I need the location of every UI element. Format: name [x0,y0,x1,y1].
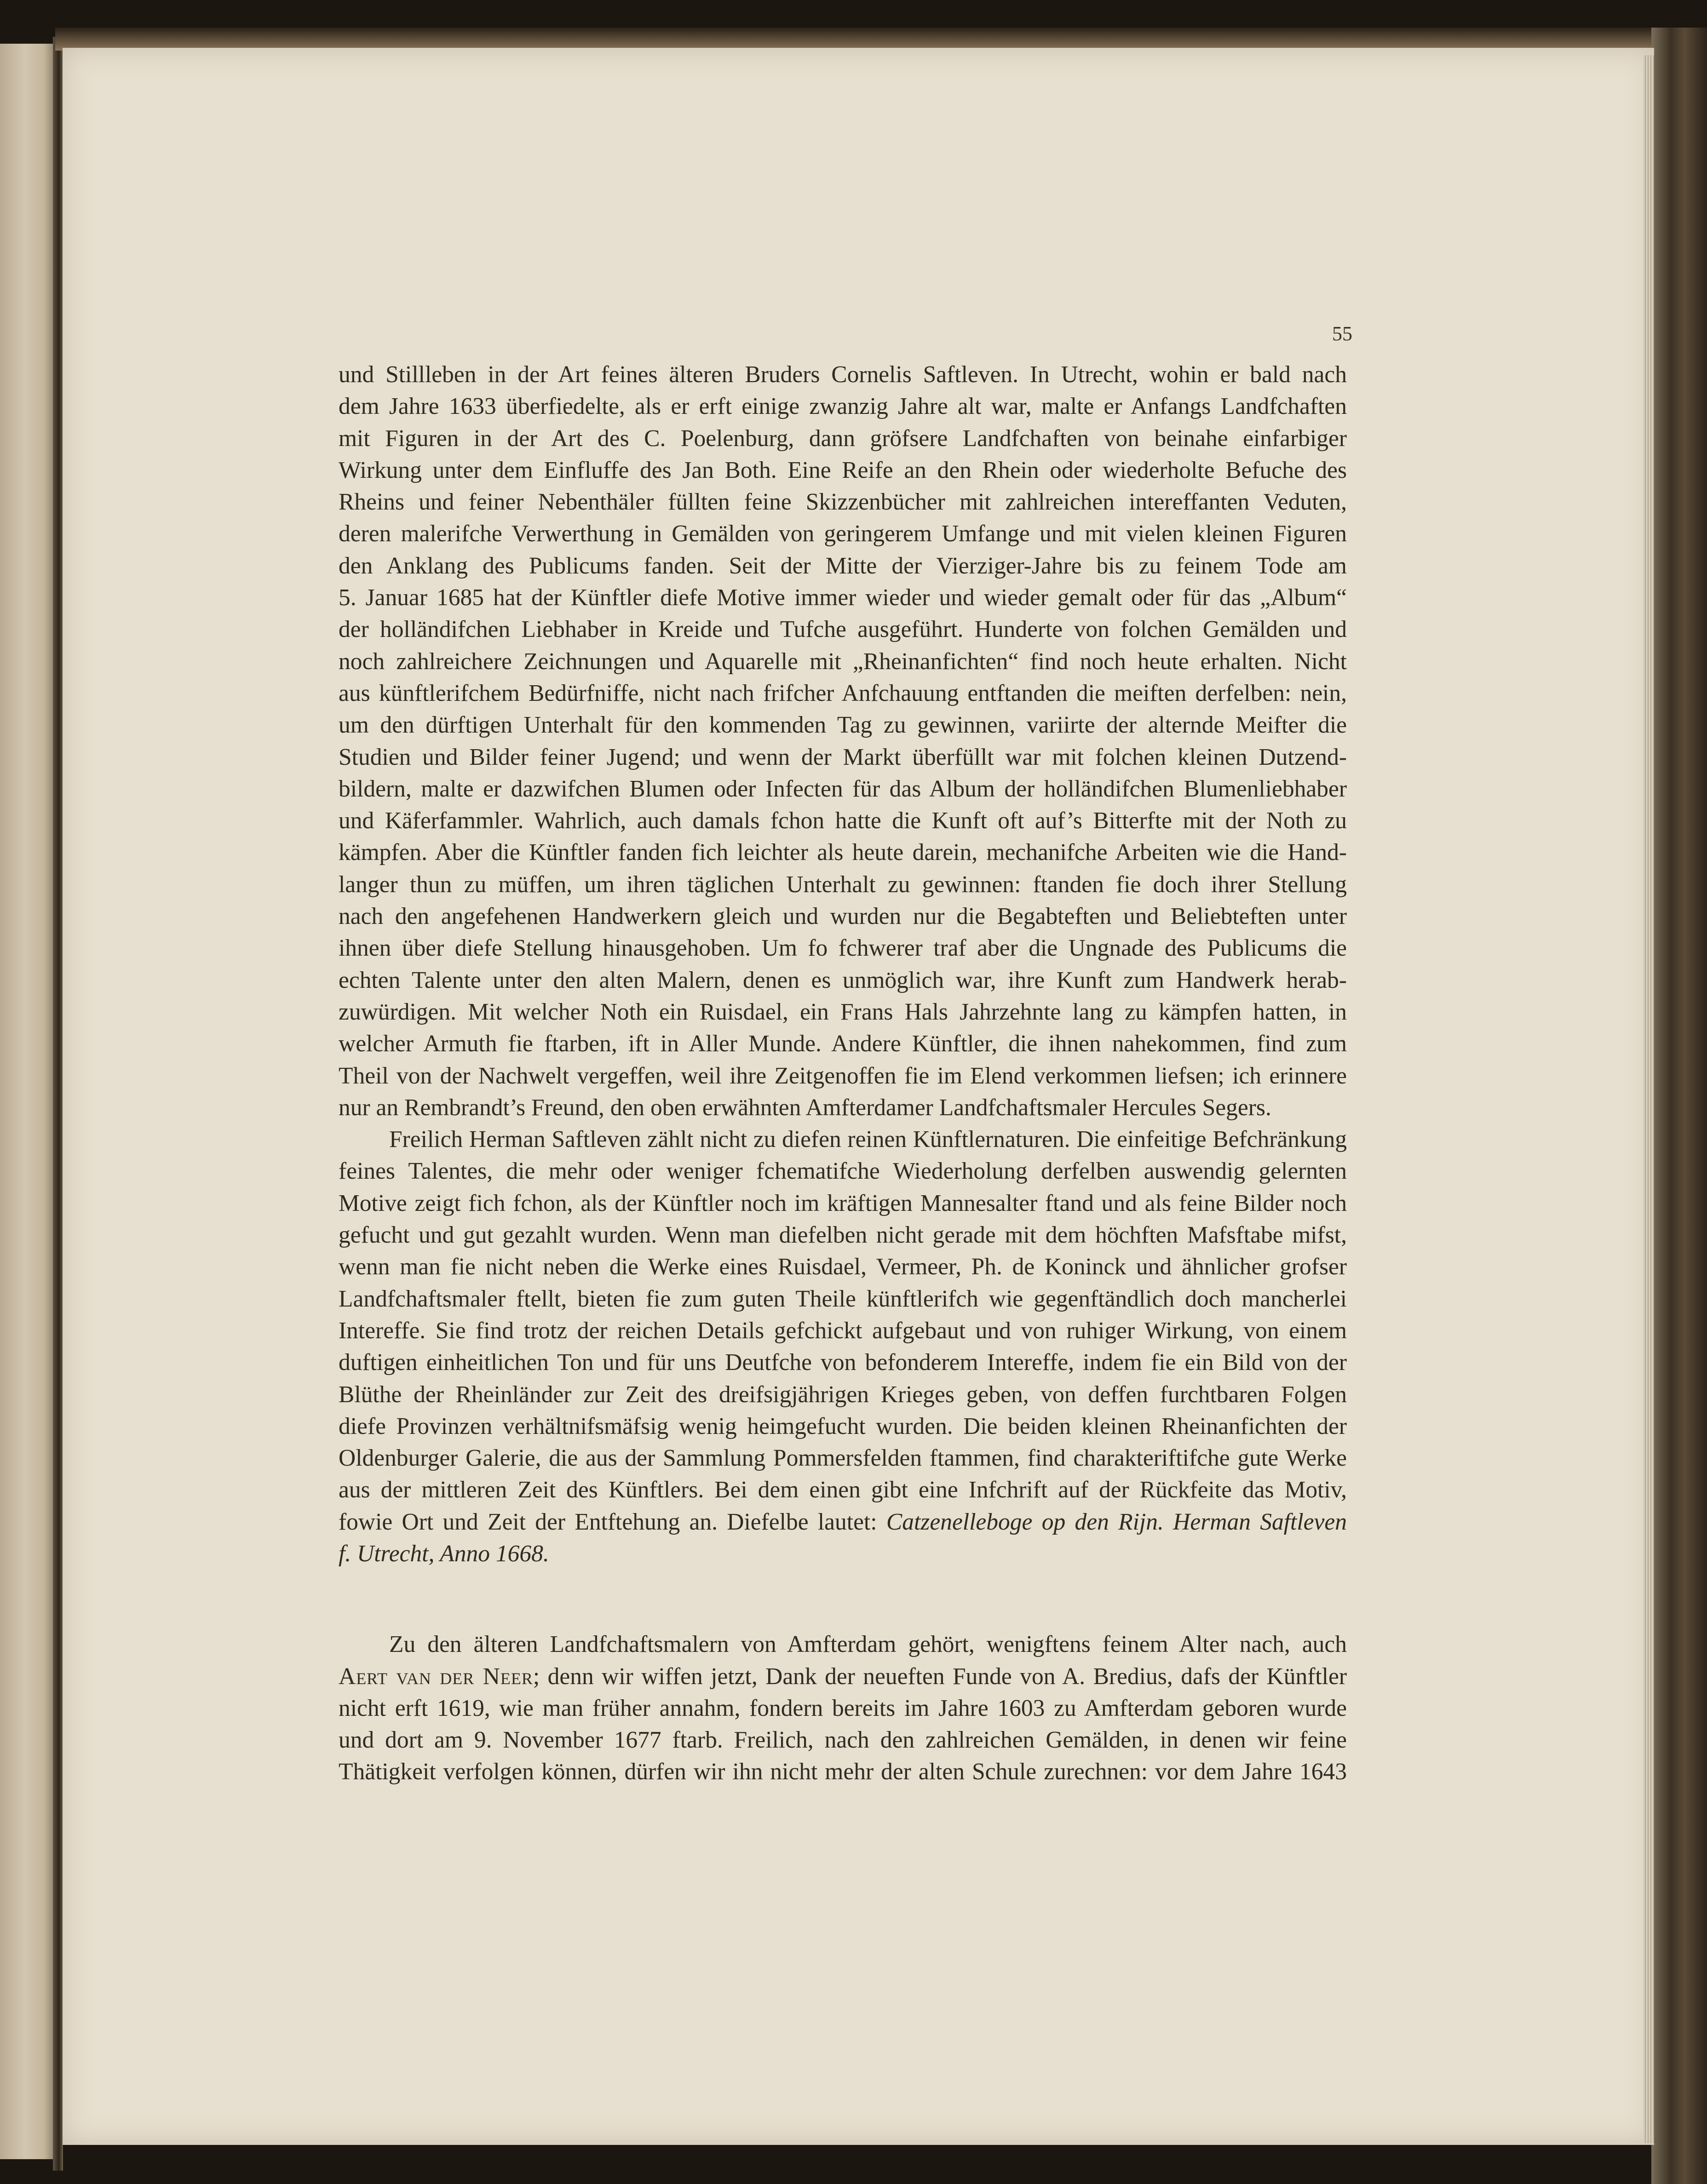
text-line: diefe Provinzen verhältnifsmäfsig wenig heimgefucht wurden. Die beiden kleinen Rheinanfichten der [339,1413,1347,1439]
paragraph-2 [339,1124,1347,1570]
text-line: Studien und Bilder feiner Jugend; und wenn der Markt überfüllt war mit folchen kleinen Dutzend- [339,744,1347,770]
inscription-quote: Catzenelleboge op den Rijn. Herman Saftleven [886,1508,1347,1535]
text-line: aus der mittleren Zeit des Künftlers. Bei dem einen gibt eine Infchrift auf der Rückfeite das Motiv, [339,1477,1347,1503]
paragraph-3 [339,1628,1347,1788]
book-gutter [53,37,63,2171]
text-line: mit Figuren in der Art des C. Poelenburg, dann gröfsere Landfchaften von beinahe einfarbiger [339,425,1347,452]
text-line: wenn man fie nicht neben die Werke eines Ruisdael, Vermeer, Ph. de Koninck und ähnlicher grofser [339,1254,1347,1280]
text-line: Freilich Herman Saftleven zählt nicht zu diefen reinen Künftlernaturen. Die einfeitige Befchränkung [389,1126,1347,1153]
text-line: deren malerifche Verwerthung in Gemälden von geringerem Umfange und mit vielen kleinen Figuren [339,521,1347,547]
text-line: Rheins und feiner Nebenthäler füllten feine Skizzenbücher mit zahlreichen intereffanten Veduten, [339,489,1347,516]
text-line: und Stillleben in der Art feines älteren Bruders Cornelis Saftleven. In Utrecht, wohin er bald nach [339,361,1347,388]
artist-name: Aert van der Neer [339,1663,533,1690]
text-line: nur an Rembrandt’s Freund, den oben erwähnten Amfterdamer Landfchaftsmaler Hercules Segers. [339,1094,1271,1121]
text-line: Landfchaftsmaler ftellt, bieten fie zum guten Theile künftlerifch wie gegenftändlich doch mancherlei [339,1285,1347,1312]
text-run: ; denn wir wiffen jetzt, Dank der neueften Funde von A. Bredius, dafs der Künftler [533,1663,1347,1690]
text-line: Blüthe der Rheinländer zur Zeit des dreifsigjährigen Krieges geben, von deffen furchtbaren Folgen [339,1381,1347,1408]
text-line: Intereffe. Sie find trotz der reichen Details gefchickt aufgebaut und von ruhiger Wirkung, von einem [339,1317,1347,1344]
text-line: und dort am 9. November 1677 ftarb. Freilich, nach den zahlreichen Gemälden, in denen wir feine [339,1727,1347,1754]
paragraph-1 [339,359,1347,1124]
text-line: echten Talente unter den alten Malern, denen es unmöglich war, ihre Kunft zum Handwerk herab- [339,967,1347,993]
text-line: Thätigkeit verfolgen können, dürfen wir ihn nicht mehr der alten Schule zurechnen: vor dem Jahre 1643 [339,1759,1347,1785]
stacked-page-edges [1643,55,1654,2143]
text-line: noch zahlreichere Zeichnungen und Aquarelle mit „Rheinanfichten“ find noch heute erhalten. Nicht [339,648,1347,675]
text-line: duftigen einheitlichen Ton und für uns Deutfche von befonderem Intereffe, indem fie ein Bild von der [339,1349,1347,1376]
text-line: um den dürftigen Unterhalt für den kommenden Tag zu gewinnen, variirte der alternde Meifter die [339,712,1347,739]
text-line: nach den angefehenen Handwerkern gleich und wurden nur die Begabteften und Beliebteften unter [339,903,1347,930]
text-line [339,1538,1347,1570]
text-line: zuwürdigen. Mit welcher Noth ein Ruisdael, ein Frans Hals Jahrzehnte lang zu kämpfen hatten, in [339,998,1347,1025]
page-number: 55 [1332,322,1352,345]
text-line: Theil von der Nachwelt vergeffen, weil ihre Zeitgenoffen fie im Elend verkommen liefsen; ich erinnere [339,1062,1347,1089]
text-line: 5. Januar 1685 hat der Künftler diefe Motive immer wieder und wieder gemalt oder für das „Album“ [339,585,1347,611]
text-line: kämpfen. Aber die Künftler fanden fich leichter als heute darein, mechanifche Arbeiten wie die Hand- [339,839,1347,866]
text-line: langer thun zu müffen, um ihren täglichen Unterhalt zu gewinnen: ftanden fie doch ihrer Stellung [339,871,1347,898]
text-line: nicht erft 1619, wie man früher annahm, fondern bereits im Jahre 1603 zu Amfterdam geboren wurde [339,1695,1347,1721]
text-line: aus künftlerifchem Bedürfniffe, nicht nach frifcher Anfchauung entftanden die meiften derfelben: nein, [339,680,1347,706]
text-line: gefucht und gut gezahlt wurden. Wenn man diefelben nicht gerade mit dem höchften Mafsftabe mifst, [339,1222,1347,1249]
text-run: fowie Ort und Zeit der Entftehung an. Diefelbe lautet: [339,1508,886,1535]
text-line [339,1506,1347,1538]
inscription-quote-end: f. Utrecht, Anno 1668. [339,1540,549,1567]
text-line: bildern, malte er dazwifchen Blumen oder Infecten für das Album der holländifchen Blumenliebhaber [339,775,1347,802]
text-line: und Käferfammler. Wahrlich, auch damals fchon hatte die Kunft oft auf’s Bitterfte mit der Noth zu [339,808,1347,834]
text-line: Zu den älteren Landfchaftsmalern von Amfterdam gehört, wenigftens feinem Alter nach, auch [389,1631,1347,1658]
cover-right-edge [1651,28,1707,2184]
text-line: ihnen über diefe Stellung hinausgehoben. Um fo fchwerer traf aber die Ungnade des Publicums die [339,935,1347,962]
text-line [339,1661,1347,1692]
text-line: den Anklang des Publicums fanden. Seit der Mitte der Vierziger-Jahre bis zu feinem Tode am [339,552,1347,579]
text-line: feines Talentes, die mehr oder weniger fchematifche Wiederholung derfelben auswendig gelernten [339,1158,1347,1185]
cover-top-edge [55,28,1674,51]
paragraph-gap [339,1570,1347,1628]
text-line: Oldenburger Galerie, die aus der Sammlung Pommersfelden ftammen, find charakteriftifche gute Werke [339,1445,1347,1472]
text-line: dem Jahre 1633 überfiedelte, als er erft einige zwanzig Jahre alt war, malte er Anfangs Landfchaften [339,393,1347,420]
body-text [339,359,1347,1788]
text-line: welcher Armuth fie ftarben, ift in Aller Munde. Andere Künftler, die ihnen nahekommen, find zum [339,1031,1347,1057]
text-line: Wirkung unter dem Einfluffe des Jan Both. Eine Reife an den Rhein oder wiederholte Befuche des [339,457,1347,483]
left-page-edge [0,44,55,2159]
text-line: der holländifchen Liebhaber in Kreide und Tufche ausgeführt. Hunderte von folchen Gemälden und [339,616,1347,643]
text-line: Motive zeigt fich fchon, als der Künftler noch im kräftigen Mannesalter ftand und als feine Bilder noch [339,1190,1347,1216]
